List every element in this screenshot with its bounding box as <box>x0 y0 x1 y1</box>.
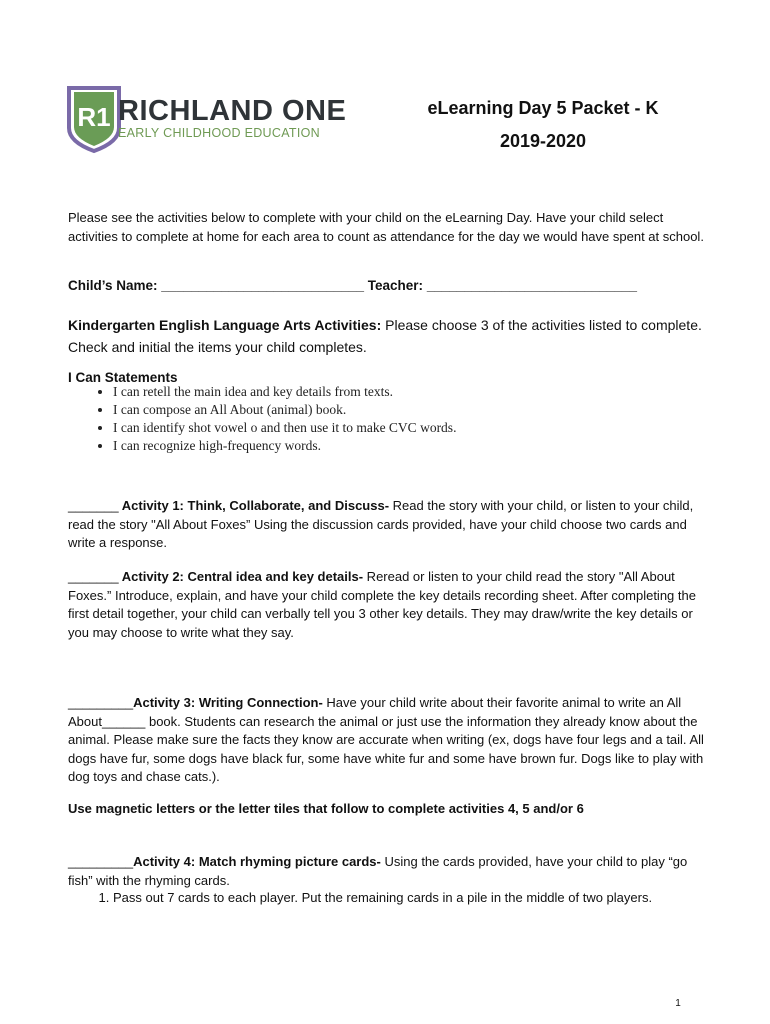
logo-subtitle: EARLY CHILDHOOD EDUCATION <box>118 126 320 140</box>
name-teacher-line <box>68 277 708 296</box>
activity-4-title: Activity 4: Match rhyming picture cards- <box>133 854 381 869</box>
list-item: • I can retell the main idea and key details from texts. <box>113 383 456 401</box>
ela-text: Please choose 3 of the activities listed to complete. Check and initial the items your child completes. <box>68 317 702 355</box>
ican-title: I Can Statements <box>68 370 178 385</box>
list-item: • I can identify shot vowel o and then use it to make CVC words. <box>113 419 456 437</box>
activity-3-title: Activity 3: Writing Connection- <box>133 695 323 710</box>
activity-3-check-blank[interactable]: _________ <box>68 695 134 710</box>
magnetic-letters-note: Use magnetic letters or the letter tiles that follow to complete activities 4, 5 and/or 6 <box>68 801 584 816</box>
activity-1 <box>68 497 708 553</box>
activity-4-text: Using the cards provided, have your child to play “go fish” with the rhyming cards. <box>68 854 688 888</box>
activity-2-check-blank[interactable]: _______ <box>68 569 119 584</box>
intro-paragraph: Please see the activities below to complete with your child on the eLearning Day. Have your child select activities to complete at home for each area to count as attendance for the day we would have spent at school. <box>68 210 704 244</box>
activity-4 <box>68 853 708 890</box>
school-year: 2019-2020 <box>499 131 587 151</box>
activity-1-title: Activity 1: Think, Collaborate, and Discuss- <box>118 498 390 513</box>
activity-2 <box>68 568 708 642</box>
logo-mark: R1 <box>77 102 111 132</box>
activity-1-check-blank[interactable]: _______ <box>68 498 119 513</box>
list-item: 1. Pass out 7 cards to each player. Put the remaining cards in a pile in the middle of two players. <box>113 889 713 908</box>
r1-shield-icon <box>66 84 122 154</box>
activity-4-check-blank[interactable]: _________ <box>68 854 134 869</box>
list-item: • I can recognize high-frequency words. <box>113 437 456 455</box>
ela-heading: Kindergarten English Language Arts Activities: <box>68 317 382 333</box>
packet-title: eLearning Day 5 Packet - K <box>427 98 659 118</box>
activity-2-text: Reread or listen to your child read the story "All About Foxes.” Introduce, explain, and have your child complete the key details recording sheet. After completing the first detail together, your child can verbally tell you 3 other key details. They may draw/write the key details or you may choose to write what they say. <box>68 569 696 640</box>
child-name-blank[interactable]: ___________________________ <box>161 278 365 293</box>
activity-3-text: Have your child write about their favorite animal to write an All About______ book. Students can research the animal or just use the information they already know about the animal. Please make sure the facts they know are accurate when writing (ex, dogs have four legs and a tail. All dogs have fur, some dogs have black fur, some have white fur and some have brown fur. Dogs like to play with dog toys and chase cats.). <box>68 695 704 784</box>
ican-list <box>68 383 456 455</box>
list-item: • I can compose an All About (animal) book. <box>113 401 456 419</box>
activity-3 <box>68 694 708 787</box>
logo-name: RICHLAND ONE <box>118 95 347 127</box>
ela-instructions <box>68 314 708 358</box>
activity-1-text: Read the story with your child, or listen to your child, read the story "All About Foxes” Using the discussion cards provided, have your child choose two cards and write a response. <box>68 498 694 550</box>
activity-2-title: Activity 2: Central idea and key details- <box>118 569 364 584</box>
activity-4-steps <box>68 889 713 908</box>
child-name-label: Child’s Name: <box>68 278 158 293</box>
page-number: 1 <box>675 998 681 1009</box>
teacher-blank[interactable]: ____________________________ <box>426 278 638 293</box>
teacher-label: Teacher: <box>367 278 424 293</box>
